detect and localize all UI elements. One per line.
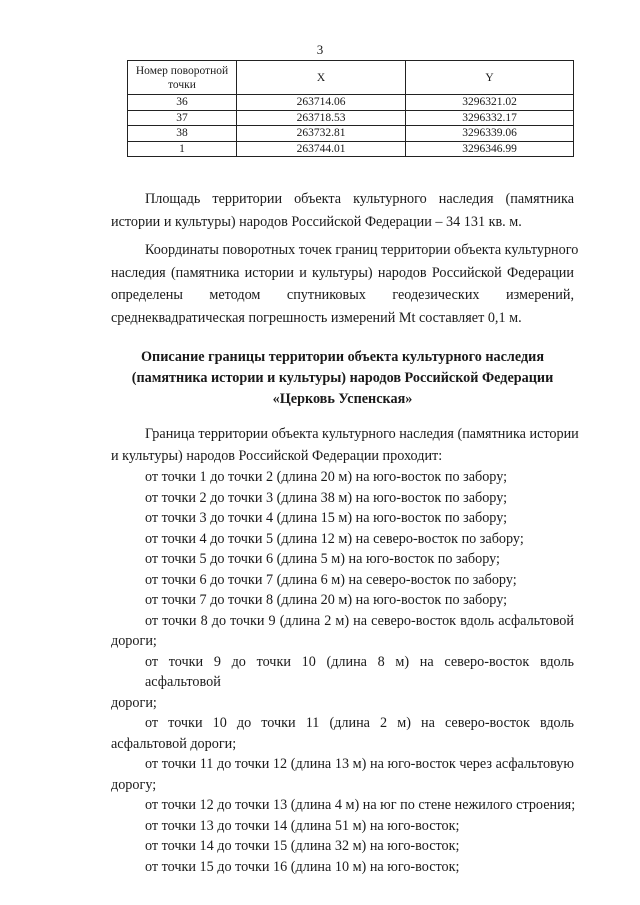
table-cell: 3296346.99 — [406, 141, 574, 157]
section-heading — [111, 347, 574, 410]
table-row — [128, 126, 574, 142]
list-item — [111, 795, 574, 816]
coordinates-paragraph — [111, 239, 579, 329]
list-item — [111, 754, 574, 795]
header-x: X — [237, 61, 406, 95]
list-item — [111, 713, 574, 754]
segment-text: от точки 14 до точки 15 (длина 32 м) на юго-восток; — [145, 838, 460, 854]
segment-text: дороги; — [111, 694, 157, 711]
coordinates-line: Координаты поворотных точек границ территории объекта культурного — [145, 242, 579, 258]
table-cell: 263714.06 — [237, 95, 406, 111]
list-item — [111, 816, 574, 837]
table-row — [128, 110, 574, 126]
intro-line: Граница территории объекта культурного наследия (памятника истории — [145, 426, 579, 442]
table-header-row — [128, 61, 574, 95]
segment-text: асфальтовой дороги; — [111, 735, 237, 752]
segment-text: от точки 3 до точки 4 (длина 15 м) на юго-восток по забору; — [145, 510, 508, 526]
list-item — [111, 570, 574, 591]
table-cell: 36 — [128, 95, 237, 111]
coordinates-line: среднеквадратическая погрешность измерений Mt составляет 0,1 м. — [111, 309, 522, 326]
list-item — [111, 549, 574, 570]
list-item — [111, 836, 574, 857]
segment-text: от точки 12 до точки 13 (длина 4 м) на юг по стене нежилого строения; — [145, 797, 576, 813]
header-y: Y — [406, 61, 574, 95]
segment-text: от точки 6 до точки 7 (длина 6 м) на северо-восток по забору; — [145, 571, 517, 588]
intro-line: и культуры) народов Российской Федерации проходит: — [111, 447, 443, 464]
table-cell: 3296332.17 — [406, 110, 574, 126]
heading-line: (памятника истории и культуры) народов Российской Федерации — [131, 370, 554, 386]
area-line: истории и культуры) народов Российской Федерации – 34 131 кв. м. — [111, 213, 522, 230]
list-item — [111, 467, 574, 488]
table-cell: 263732.81 — [237, 126, 406, 142]
area-paragraph — [111, 188, 574, 233]
table-row — [128, 141, 574, 157]
area-line: Площадь территории объекта культурного наследия (памятника — [145, 191, 574, 207]
segment-text: дорогу; — [111, 776, 157, 793]
segment-text: от точки 8 до точки 9 (длина 2 м) на северо-восток вдоль асфальтовой — [145, 612, 574, 629]
coordinates-line: наследия (памятника истории и культуры) народов Российской Федерации — [111, 264, 574, 281]
heading-line: «Церковь Успенская» — [272, 391, 413, 407]
segment-text: от точки 4 до точки 5 (длина 12 м) на северо-восток по забору; — [145, 530, 524, 547]
header-point-number: Номер поворотной точки — [128, 61, 237, 95]
list-item — [111, 529, 574, 550]
list-item — [111, 488, 574, 509]
heading-line: Описание границы территории объекта культурного наследия — [140, 349, 545, 365]
list-item — [111, 652, 574, 714]
page-number: 3 — [316, 42, 324, 57]
segment-text: от точки 10 до точки 11 (длина 2 м) на северо-восток вдоль — [145, 715, 574, 731]
intro-paragraph — [111, 424, 579, 467]
table-cell: 263744.01 — [237, 141, 406, 157]
table-row — [128, 95, 574, 111]
segment-text: от точки 13 до точки 14 (длина 51 м) на юго-восток; — [145, 817, 460, 834]
coordinates-line: определены методом спутниковых геодезических измерений, — [111, 287, 574, 303]
list-item — [111, 611, 574, 652]
list-item — [111, 508, 574, 529]
table-cell: 3296339.06 — [406, 126, 574, 142]
list-item — [111, 590, 574, 611]
segment-text: от точки 7 до точки 8 (длина 20 м) на юго-восток по забору; — [145, 592, 508, 608]
segment-text: от точки 11 до точки 12 (длина 13 м) на юго-восток через асфальтовую — [145, 756, 574, 772]
table-cell: 38 — [128, 126, 237, 142]
list-item — [111, 857, 574, 878]
table-cell: 3296321.02 — [406, 95, 574, 111]
segment-text: дороги; — [111, 633, 157, 649]
segment-text: от точки 5 до точки 6 (длина 5 м) на юго-восток по забору; — [145, 551, 500, 567]
coordinates-table — [127, 60, 574, 157]
boundary-segments-list — [111, 467, 574, 877]
segment-text: от точки 15 до точки 16 (длина 10 м) на юго-восток; — [145, 858, 460, 875]
segment-text: от точки 9 до точки 10 (длина 8 м) на северо-восток вдоль асфальтовой — [145, 653, 574, 690]
segment-text: от точки 1 до точки 2 (длина 20 м) на юго-восток по забору; — [145, 469, 508, 485]
segment-text: от точки 2 до точки 3 (длина 38 м) на юго-восток по забору; — [145, 489, 508, 506]
table-cell: 37 — [128, 110, 237, 126]
table-cell: 263718.53 — [237, 110, 406, 126]
table-cell: 1 — [128, 141, 237, 157]
